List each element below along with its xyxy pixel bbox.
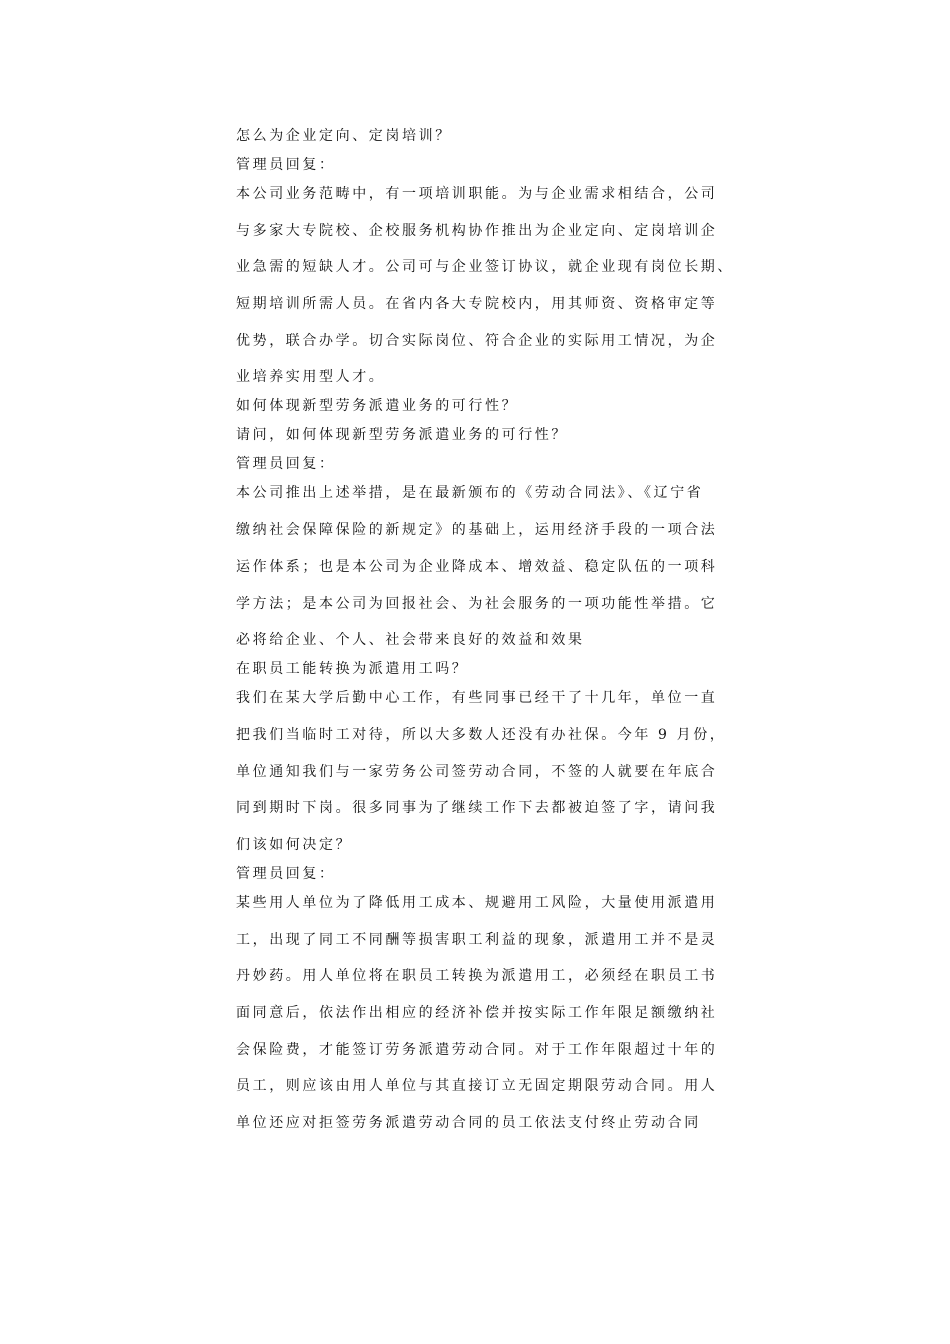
answer-line: 某些用人单位为了降低用工成本、规避用工风险，大量使用派遣用: [236, 894, 718, 911]
qa-section-2: [236, 394, 716, 652]
qa-section-1: [236, 124, 734, 389]
question-body: [236, 686, 727, 857]
answer-line: 运作体系；也是本公司为企业降成本、增效益、稳定队伍的一项科: [236, 558, 718, 575]
reply-label: 管理员回复：: [236, 456, 336, 473]
reply-label: 管理员回复：: [236, 865, 336, 882]
answer-line: 本公司推出上述举措，是在最新颁布的《劳动合同法》、《辽宁省: [236, 485, 704, 502]
reply-label: 管理员回复：: [236, 157, 336, 173]
question-line: 把我们当临时工对待，所以大多数人还没有办社保。今年 9 月份，: [236, 726, 727, 743]
answer-paragraph: [236, 891, 716, 1135]
document-page: [236, 124, 734, 1135]
qa-section-3: [236, 657, 727, 1135]
answer-line: 会保险费，才能签订劳务派遣劳动合同。对于工作年限超过十年的: [236, 1041, 718, 1058]
question-line: 我们在某大学后勤中心工作，有些同事已经干了十几年，单位一直: [236, 690, 718, 707]
question-line: 单位通知我们与一家劳务公司签劳动合同，不签的人就要在年底合: [236, 763, 718, 780]
answer-line: 与多家大专院校、企校服务机构协作推出为企业定向、定岗培训企: [236, 222, 718, 239]
question-heading: 如何体现新型劳务派遣业务的可行性？: [236, 398, 519, 415]
question-detail: 请问，如何体现新型劳务派遣业务的可行性？: [236, 427, 568, 444]
answer-line: 丹妙药。用人单位将在职员工转换为派遣用工，必须经在职员工书: [236, 968, 718, 985]
question-line: 同到期时下岗。很多同事为了继续工作下去都被迫签了字，请问我: [236, 800, 718, 817]
answer-line: 缴纳社会保障保险的新规定》的基础上，运用经济手段的一项合法: [236, 522, 718, 539]
question-heading: 怎么为企业定向、定岗培训？: [236, 128, 452, 144]
answer-paragraph: [236, 182, 734, 389]
answer-line: 必将给企业、个人、社会带来良好的效益和效果: [236, 632, 585, 649]
question-heading: 在职员工能转换为派遣用工吗？: [236, 661, 469, 678]
answer-line: 短期培训所需人员。在省内各大专院校内，用其师资、资格审定等: [236, 296, 718, 313]
answer-line: 员工，则应该由用人单位与其直接订立无固定期限劳动合同。用人: [236, 1078, 718, 1095]
answer-line: 业急需的短缺人才。公司可与企业签订协议，就企业现有岗位长期、: [236, 259, 734, 276]
answer-line: 业培养实用型人才。: [236, 369, 386, 386]
answer-paragraph: [236, 481, 716, 652]
answer-line: 单位还应对拒签劳务派遣劳动合同的员工依法支付终止劳动合同: [236, 1115, 701, 1132]
answer-line: 面同意后，依法作出相应的经济补偿并按实际工作年限足额缴纳社: [236, 1005, 718, 1021]
question-line: 们该如何决定？: [236, 836, 353, 853]
answer-line: 优势，联合办学。切合实际岗位、符合企业的实际用工情况，为企: [236, 332, 718, 349]
answer-line: 工，出现了同工不同酬等损害职工利益的现象，派遣用工并不是灵: [236, 931, 718, 948]
answer-line: 本公司业务范畴中，有一项培训职能。为与企业需求相结合，公司: [236, 186, 718, 202]
answer-line: 学方法；是本公司为回报社会、为社会服务的一项功能性举措。它: [236, 595, 718, 612]
